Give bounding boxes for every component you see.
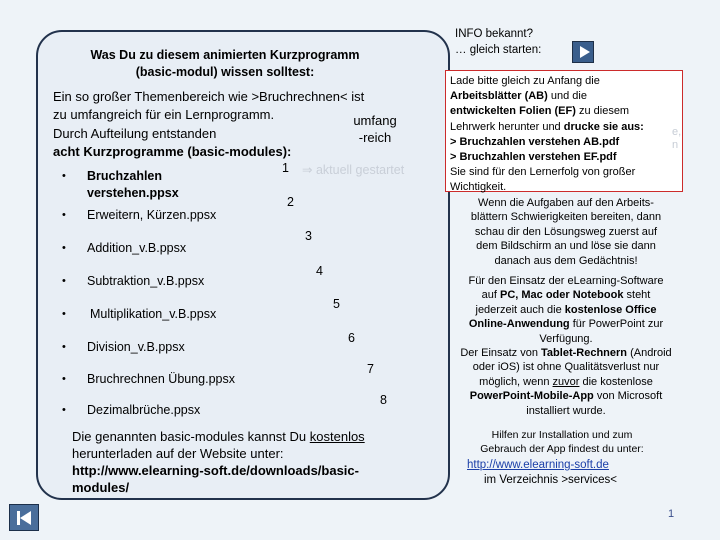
platform-line: Für den Einsatz der eLearning-Software	[468, 275, 664, 287]
platform-line: oder iOS) ist ohne Qualitätsverlust nur	[472, 361, 660, 374]
module-item-2[interactable]: Erweitern, Kürzen.ppsx	[87, 208, 217, 222]
worksheet-pdf-link[interactable]: > Bruchzahlen verstehen AB.pdf	[450, 135, 620, 148]
module-number: 3	[305, 229, 312, 243]
intro-line: Ein so großer Themenbereich wie >Bruchrechnen< ist	[53, 89, 365, 104]
bullet: •	[62, 275, 66, 287]
module-number: 4	[316, 264, 323, 278]
platform-text: jederzeit auch die	[475, 303, 565, 316]
faded-text	[672, 126, 681, 152]
platform-text: Der Einsatz von	[460, 347, 542, 360]
play-info-button[interactable]	[572, 41, 594, 63]
module-number: 2	[287, 195, 294, 209]
website-link[interactable]: http://www.elearning-soft.de	[467, 459, 609, 471]
slides-pdf-link[interactable]: > Bruchzahlen verstehen EF.pdf	[450, 151, 617, 164]
notice-text: zu diesem	[575, 105, 630, 118]
module-item-5[interactable]: Multiplikation_v.B.ppsx	[90, 307, 217, 321]
platform-info	[445, 274, 687, 418]
bullet: •	[62, 209, 66, 221]
info-line2: … gleich starten:	[455, 43, 542, 56]
download-url-line2[interactable]: modules/	[72, 480, 130, 495]
module-number: 5	[333, 297, 340, 311]
module-number: 1	[282, 161, 289, 175]
platform-text: auf	[481, 289, 500, 302]
free-word: kostenlos	[309, 429, 365, 444]
faded-text-line: e,	[672, 126, 682, 138]
notice-text: und die	[547, 90, 587, 103]
help-text	[447, 429, 677, 456]
bullet: •	[62, 242, 66, 254]
notice-bold: drucke sie aus:	[563, 120, 644, 133]
platform-bold: Tablet-Rechnern	[541, 347, 628, 360]
platform-line	[445, 317, 687, 331]
platform-bold: PC, Mac oder Notebook	[499, 289, 624, 302]
download-url-line1[interactable]: http://www.elearning-soft.de/downloads/basic-	[72, 463, 359, 478]
tip-line: danach aus dem Gedächtnis!	[494, 254, 638, 267]
platform-text: für PowerPoint zur	[569, 318, 664, 331]
intro-line: acht Kurzprogramme (basic-modules):	[53, 144, 292, 160]
module-item-7[interactable]: Bruchrechnen Übung.ppsx	[87, 372, 236, 386]
tip-line: Wenn die Aufgaben auf den Arbeits-	[478, 197, 654, 209]
help-line: Gebrauch der App findest du unter:	[480, 442, 644, 455]
module-label: verstehen.ppsx	[87, 186, 179, 200]
skip-back-icon-arrow	[20, 511, 31, 525]
platform-line: installiert wurde.	[526, 404, 606, 417]
platform-line	[445, 288, 687, 302]
platform-bold: kostenlose Office	[564, 303, 657, 316]
umfang-line1: umfang	[353, 113, 397, 128]
notice-line	[450, 104, 680, 119]
bullet: •	[62, 373, 66, 385]
panel-title-line2: (basic-modul) wissen solltest:	[135, 65, 315, 79]
module-number: 8	[380, 393, 387, 407]
platform-bold: Online-Anwendung	[468, 318, 570, 331]
module-item-8[interactable]: Dezimalbrüche.ppsx	[87, 403, 201, 417]
notice-bold: entwickelten Folien (EF)	[450, 105, 576, 118]
platform-line: Verfügung.	[539, 332, 593, 345]
info-line1: INFO bekannt?	[455, 28, 533, 40]
page-number: 1	[668, 508, 675, 520]
panel-title-line1: Was Du zu diesem animierten Kurzprogramm	[90, 48, 360, 62]
module-item-3[interactable]: Addition_v.B.ppsx	[87, 241, 187, 255]
current-started-note: ⇒ aktuell gestartet	[302, 163, 405, 177]
module-item-1[interactable]	[87, 168, 179, 202]
download-text: Die genannten basic-modules kannst Du	[72, 429, 310, 444]
module-number: 6	[348, 331, 355, 345]
download-line1	[72, 428, 402, 445]
module-item-6[interactable]: Division_v.B.ppsx	[87, 340, 185, 354]
tip-line: schau dir den Lösungsweg zuerst auf	[474, 225, 658, 238]
platform-line	[445, 346, 687, 360]
download-line2: herunterladen auf der Website unter:	[72, 446, 284, 461]
umfang-note	[340, 112, 410, 146]
notice-line	[450, 120, 680, 135]
download-notice-text	[450, 74, 680, 196]
module-number: 7	[367, 362, 374, 376]
services-directory-note: im Verzeichnis >services<	[484, 474, 617, 486]
tip-line: dem Bildschirm an und löse sie dann	[476, 240, 656, 253]
platform-text: steht	[623, 289, 651, 302]
platform-text: (Android	[627, 347, 672, 360]
umfang-line2: -reich	[358, 130, 392, 145]
notice-line	[450, 89, 680, 104]
bullet: •	[62, 170, 66, 182]
module-label: Bruchzahlen	[87, 169, 163, 183]
platform-bold: PowerPoint-Mobile-App	[469, 390, 594, 403]
platform-text: die kostenlose	[579, 375, 653, 388]
intro-line: Durch Aufteilung entstanden	[53, 125, 217, 141]
download-note	[72, 428, 402, 496]
panel-title	[60, 47, 390, 81]
help-line: Hilfen zur Installation und zum	[491, 429, 633, 441]
notice-text: Lehrwerk herunter und	[450, 120, 564, 133]
notice-line: Wichtigkeit.	[450, 181, 507, 194]
intro-line: zu umfangreich für ein Lernprogramm.	[53, 107, 275, 123]
first-slide-button[interactable]	[9, 504, 39, 531]
notice-bold: Arbeitsblätter (AB)	[450, 90, 548, 103]
notice-line: Sie sind für den Lernerfolg von großer	[450, 166, 636, 179]
platform-line	[445, 303, 687, 317]
tip-line: blättern Schwierigkeiten bereiten, dann	[470, 211, 662, 224]
bullet: •	[62, 308, 66, 320]
tip-text	[447, 196, 685, 268]
notice-line: Lade bitte gleich zu Anfang die	[450, 75, 600, 87]
platform-line	[445, 375, 687, 389]
bullet: •	[62, 404, 66, 416]
bullet: •	[62, 341, 66, 353]
platform-underlined: zuvor	[552, 375, 580, 388]
platform-line	[445, 389, 687, 403]
faded-text-line: n	[672, 139, 679, 151]
info-prompt	[455, 27, 575, 58]
platform-text: von Microsoft	[593, 390, 663, 403]
platform-text: möglich, wenn	[479, 375, 553, 388]
module-item-4[interactable]: Subtraktion_v.B.ppsx	[87, 274, 205, 288]
